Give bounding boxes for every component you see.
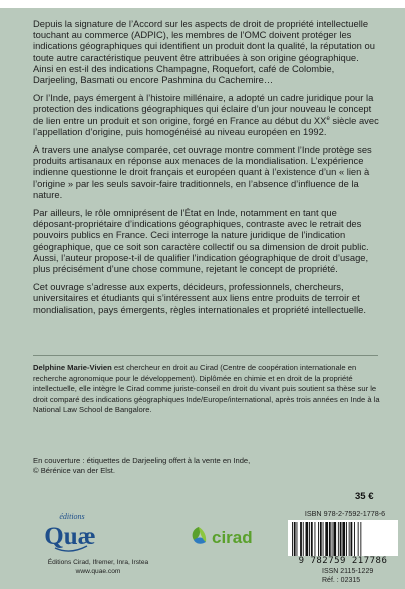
cover-credit [33,456,333,476]
cover-credit-line-2: © Bérénice van der Elst. [33,466,115,476]
barcode-bar [311,522,313,556]
issn-block [322,567,373,585]
barcode-bar [329,522,331,556]
barcode-bar [346,522,347,556]
paragraph-2 [33,92,381,137]
barcode-bar [351,522,353,556]
paragraph-5: Cet ouvrage s’adresse aux experts, décideurs, professionnels, chercheurs, universitaires et étudiants qui s’intéressent aux liens entre produits de terroir et mondialisation, pays émergents, règles internationales et propriété intellectuelle. [33,281,367,315]
barcode-bar [358,522,359,556]
barcode-bar [338,522,339,556]
barcode-bar [292,522,293,556]
barcode-bar [354,522,355,556]
paragraph-1: Depuis la signature de l’Accord sur les aspects de droit de propriété intellectuelle touchant au commerce (ADPIC), les membres de l’OMC doivent protéger les indications géographiques qui identifient un produit dont la qualité, la réputation ou toute autre caractéristique peuvent être attribuées à son origine géographique. Ainsi en est-il des indications Champagne, Roquefort, café de Colombie, Darjeeling, Basmati ou encore Pashmina du Cachemire… [33,18,375,86]
barcode-bar [340,522,342,556]
barcode-bar [297,522,298,556]
barcode-bar [315,522,316,556]
top-strip [0,0,405,8]
barcode-bar [320,522,322,556]
paragraph-4: Par ailleurs, le rôle omniprésent de l’État en Inde, notamment en tant que déposant-propriétaire d’indications géographiques, contraste avec le retrait des pouvoirs publics en France. Ceci interroge la nature juridique de l’indication géographique, que ce soit son caractère collectif ou sa dimension de droit public. Aussi, l’auteur propose-t-il de qualifier l’indication géographique de droit d’usage, plus précisément d’une chose commune, rejetant le concept de propriété. [33,207,369,275]
barcode [288,520,398,556]
cirad-logo [186,522,266,550]
author-name: Delphine Marie-Vivien [33,363,112,372]
cirad-leaf-icon [193,527,207,544]
century-superscript: e [326,115,330,122]
author-bio-text: est chercheur en droit au Cirad (Centre de coopération internationale en recherche agronomique pour le développement). Diplômée en chimie et en droit de la propriété intellectuelle, elle intègre le Cirad comme juriste-conseil en droit du vivant puis soutient sa thèse sur le droit comparé des indications géographiques Inde/Europe/international, après trois années en Inde à la National Law School de Bangalore. [33,363,380,415]
barcode-bar [294,522,296,556]
barcode-bar [300,522,302,556]
barcode-bar [325,522,328,556]
quae-logo-name: Quæ [44,523,96,550]
barcode-bar [333,522,336,556]
author-bio [33,363,381,416]
barcode-bar [306,522,309,556]
barcode-number: 9 782759 217786 [298,556,388,566]
cirad-logo-text: cirad [212,528,253,547]
barcode-bar [303,522,304,556]
barcode-bar [342,522,345,556]
paragraph-2-start: Or l’Inde, pays émergent à l’histoire millénaire, a adopté un cadre juridique pour la protection des indications géographiques qui éclaire d’un jour nouveau le concept de lien entre un produit et son origine, forgé en France au début du XX [33,92,374,126]
publisher-website: www.quae.com [75,568,121,575]
barcode-bar [309,522,310,556]
barcode-bar [332,522,333,556]
isbn: ISBN 978-2-7592-1778-6 [304,509,386,518]
barcode-bar [323,522,324,556]
barcode-bar [318,522,319,556]
barcode-bar [360,522,361,556]
quae-logo-small-text: éditions [59,512,85,521]
barcode-bar [349,522,350,556]
publishers-line: Éditions Cirad, Ifremer, Inra, Irstea [47,559,149,566]
reference-number: Réf. : 02315 [322,577,361,584]
cover-credit-line-1: En couverture : étiquettes de Darjeeling offert à la vente en Inde, [33,456,251,465]
summary-text [33,18,381,322]
divider-line [33,355,378,356]
price: 35 € [355,491,374,502]
publishers-info [33,558,163,576]
issn: ISSN 2115-1229 [322,568,374,575]
quae-logo [35,508,105,558]
paragraph-2-end: siècle avec l’appellation d’origine, puis homogénéisé au niveau européen en 1992. [33,114,379,137]
paragraph-3: À travers une analyse comparée, cet ouvrage montre comment l’Inde protège ses produits artisanaux en réponse aux menaces de la mondialisation. L’expérience indienne questionne le droit français et européen quant à l’existence d’un « lien à l’origine » par les seuls savoir-faire traditionnels, en l’absence d’influence de la nature. [33,144,372,200]
